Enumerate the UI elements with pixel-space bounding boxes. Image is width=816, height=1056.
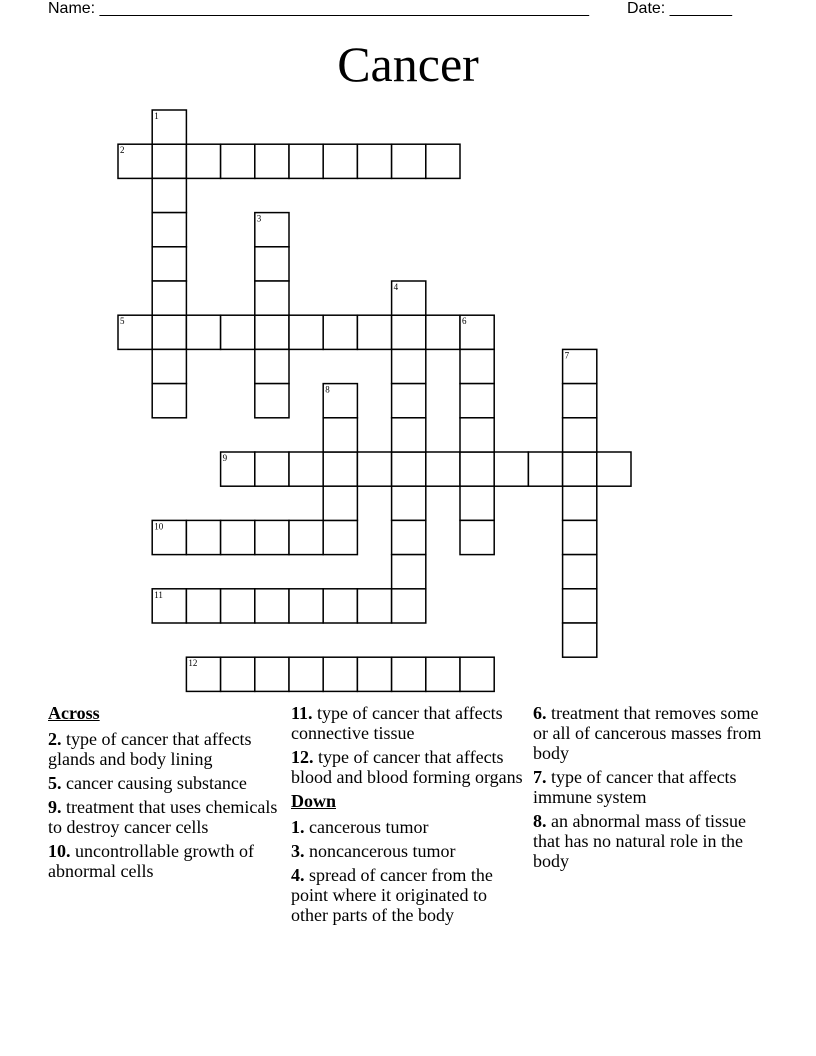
cell-number: 11 [154,589,163,600]
grid-cell[interactable] [392,657,426,691]
clue-down-7: 7. type of cancer that affects immune system [533,767,737,807]
grid-cell[interactable] [426,315,460,349]
grid-cell[interactable] [392,384,426,418]
grid-cell[interactable] [152,213,186,247]
grid-cell[interactable] [460,657,494,691]
clue-column-1 [48,703,284,885]
grid-cell[interactable] [563,623,597,657]
grid-cell[interactable] [186,520,220,554]
grid-cell[interactable] [152,349,186,383]
grid-cell[interactable] [392,315,426,349]
grid-cell[interactable] [289,589,323,623]
grid-cell[interactable] [186,589,220,623]
clue-column-3 [533,703,769,875]
grid-cell[interactable] [392,555,426,589]
grid-cell[interactable] [460,452,494,486]
clue-across-9: 9. treatment that uses chemicals to destroy cancer cells [48,797,278,837]
grid-cell[interactable] [221,589,255,623]
grid-cell[interactable] [152,247,186,281]
clue-down-6: 6. treatment that removes some or all of cancerous masses from body [533,703,762,763]
cell-number: 6 [462,316,467,327]
grid-cell[interactable] [221,657,255,691]
grid-cell[interactable] [255,589,289,623]
grid-cell[interactable] [255,384,289,418]
clue-across-12: 12. type of cancer that affects blood and blood forming organs [291,747,523,787]
grid-cell[interactable] [289,657,323,691]
grid-cell[interactable] [426,452,460,486]
grid-cell[interactable] [392,452,426,486]
grid-cell[interactable] [323,418,357,452]
grid-cell[interactable] [357,452,391,486]
clue-column-2 [291,703,527,929]
grid-cell[interactable] [186,315,220,349]
grid-cell[interactable] [563,555,597,589]
grid-cell[interactable] [357,315,391,349]
grid-cell[interactable] [392,520,426,554]
grid-cell[interactable] [323,486,357,520]
grid-cell[interactable] [357,657,391,691]
page-title: Cancer [337,36,479,92]
clue-down-4: 4. spread of cancer from the point where it originated to other parts of the body [291,865,493,925]
clue-down-1: 1. cancerous tumor [291,817,429,837]
grid-cell[interactable] [255,247,289,281]
cell-number: 1 [154,111,159,121]
name-line: Name: _______________________________________________________ [48,0,589,17]
grid-cell[interactable] [221,144,255,178]
clue-down-8: 8. an abnormal mass of tissue that has no natural role in the body [533,811,746,871]
cell-number: 5 [120,316,125,327]
grid-cell[interactable] [221,520,255,554]
grid-cell[interactable] [494,452,528,486]
clue-across-5: 5. cancer causing substance [48,773,247,793]
grid-cell[interactable] [152,315,186,349]
grid-cell[interactable] [357,144,391,178]
grid-cell[interactable] [255,144,289,178]
cell-number: 2 [120,145,125,156]
clue-down-3: 3. noncancerous tumor [291,841,456,861]
grid-cell[interactable] [221,315,255,349]
grid-cell[interactable] [392,349,426,383]
grid-cell[interactable] [460,520,494,554]
grid-cell[interactable] [460,349,494,383]
grid-cell[interactable] [323,520,357,554]
grid-cell[interactable] [152,144,186,178]
grid-cell[interactable] [255,520,289,554]
grid-cell[interactable] [186,144,220,178]
grid-cell[interactable] [255,452,289,486]
grid-cell[interactable] [392,486,426,520]
grid-cell[interactable] [289,144,323,178]
grid-cell[interactable] [323,144,357,178]
grid-cell[interactable] [563,418,597,452]
grid-cell[interactable] [392,418,426,452]
across-heading: Across [48,703,100,723]
cell-number: 7 [564,350,570,361]
grid-cell[interactable] [255,315,289,349]
cell-number: 12 [188,658,198,669]
cell-number: 10 [154,521,164,532]
cell-number: 3 [256,213,262,224]
down-heading: Down [291,791,337,811]
clue-across-10: 10. uncontrollable growth of abnormal cells [48,841,254,881]
cell-number: 9 [222,453,228,463]
cell-number: 8 [325,384,330,395]
grid-cell[interactable] [460,486,494,520]
grid-cell[interactable] [563,384,597,418]
grid-cell[interactable] [289,315,323,349]
cell-number: 4 [393,282,399,292]
grid-cell[interactable] [392,144,426,178]
grid-cell[interactable] [323,315,357,349]
grid-cell[interactable] [392,589,426,623]
grid-cell[interactable] [563,486,597,520]
grid-cell[interactable] [289,452,323,486]
grid-cell[interactable] [563,589,597,623]
grid-cell[interactable] [255,657,289,691]
grid-cell[interactable] [426,144,460,178]
grid-cell[interactable] [323,657,357,691]
grid-cell[interactable] [563,452,597,486]
grid-cell[interactable] [152,281,186,315]
grid-cell[interactable] [528,452,562,486]
grid-cell[interactable] [152,384,186,418]
grid-cell[interactable] [289,520,323,554]
grid-cell[interactable] [563,520,597,554]
grid-cell[interactable] [460,418,494,452]
grid-cell[interactable] [255,281,289,315]
date-line: Date: _______ [627,0,732,17]
grid-cell[interactable] [323,589,357,623]
grid-cell[interactable] [323,452,357,486]
clue-across-11: 11. type of cancer that affects connective tissue [291,703,503,743]
grid-cell[interactable] [460,384,494,418]
grid-cell[interactable] [152,178,186,212]
clue-across-2: 2. type of cancer that affects glands and body lining [48,729,252,769]
grid-cell[interactable] [255,349,289,383]
grid-cell[interactable] [357,589,391,623]
grid-cell[interactable] [426,657,460,691]
grid-cell[interactable] [597,452,631,486]
